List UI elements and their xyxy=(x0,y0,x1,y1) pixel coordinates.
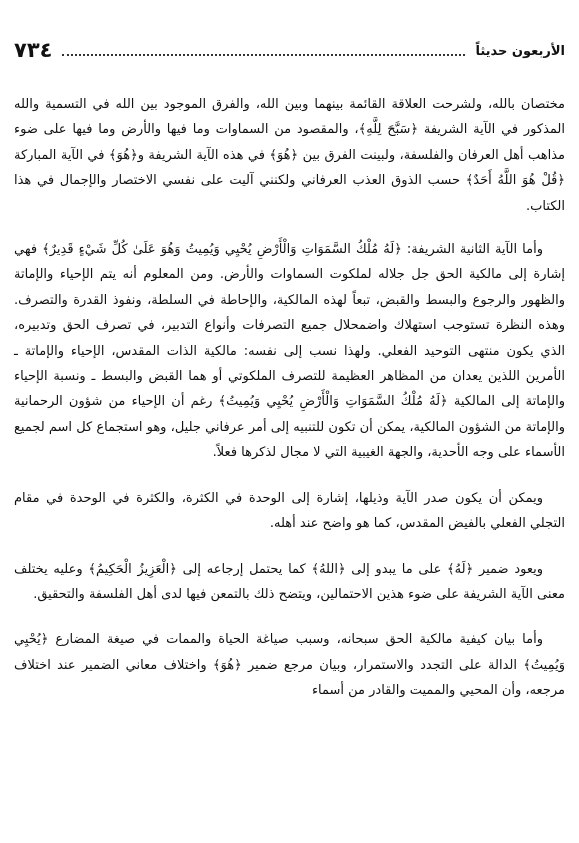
body-text xyxy=(14,92,565,704)
page-number: ٧٣٤ xyxy=(14,38,53,62)
paragraph: وأما الآية الثانية الشريفة: ﴿لَهُ مُلْكُ السَّمَوَاتِ وَالْأَرْضِ يُحْيِي وَيُمِيتُ وَهُوَ عَلَىٰ كُلِّ شَيْءٍ قَدِيرٌ﴾ فهي إشارة إلى مالكية الحق جل جلاله لملكوت السماوات والأرض. ومن المعلوم أنه يتم الإحياء والإماتة والظهور والرجوع والبسط والقبض، تبعاً لهذه المالكية، والإحاطة في السلطة، ونفوذ القدرة والتصرف. وهذه النظرة تستوجب استهلاك واضمحلال جميع التصرفات وأنواع التدبير، في تصرف الحق وتدبيره، الذي يكون منتهى التوحيد الفعلي. ولهذا نسب إلى نفسه: مالكية الذات المقدس، الإحياء والإماتة ـ الأمرين اللذين يعدان من المظاهر العظيمة للتصرف الملكوتي أو هما القبض والبسط ـ ونسبة الإحياء والإماتة إلى المالكية ﴿لَهُ مُلْكُ السَّمَوَاتِ وَالْأَرْضِ يُحْيِي وَيُمِيتُ﴾ رغم أن الإحياء من شؤون الرحمانية والإماتة من الشؤون المالكية، يمكن أن تكون للتنبيه إلى أمر عرفاني جليل، وهو استجماع كل اسم لجميع الأسماء على وجه الأحدية، والجهة الغيبية التي لا مجال لذكرها فعلاً. xyxy=(14,242,565,461)
paragraph: ويمكن أن يكون صدر الآية وذيلها، إشارة إلى الوحدة في الكثرة، والكثرة في الوحدة في مقام التجلي الفعلي بالفيض المقدس، كما هو واضح عند أهله. xyxy=(14,490,565,532)
dotted-leader xyxy=(62,53,465,56)
running-title: الأربعون حديثاً xyxy=(475,44,565,59)
paragraph: وأما بيان كيفية مالكية الحق سبحانه، وسبب صياغة الحياة والممات في صيغة المضارع ﴿يُحْيِي وَيُمِيتُ﴾ الدالة على التجدد والاستمرار، وبيان مرجع ضمير ﴿هُوَ﴾ واختلاف معاني الضمير عند اختلاف مرجعه، وأن المحيي والمميت والقادر من أسماء xyxy=(14,632,565,699)
paragraph: مختصان بالله، ولشرحت العلاقة القائمة بينهما وبين الله، والفرق الموجود بين الله في التسمية والله المذكور في الآية الشريفة ﴿سَبَّحَ لِلَّهِ﴾، والمقصود من السماوات وما فيها والأرض وما فيها على ضوء مذاهب أهل العرفان والفلسفة، ولبينت الفرق بين ﴿هُوَ﴾ في هذه الآية الشريفة و﴿هُوَ﴾ في الآية المباركة ﴿قُلْ هُوَ اللَّهُ أَحَدٌ﴾ حسب الذوق العذب العرفاني ولكنني آليت على نفسي الاختصار والإجمال في هذا الكتاب. xyxy=(14,97,565,214)
paragraph: ويعود ضمير ﴿لَهُ﴾ على ما يبدو إلى ﴿اللهُ﴾ كما يحتمل إرجاعه إلى ﴿الْعَزِيزُ الْحَكِيمُ﴾ وعليه يختلف معنى الآية الشريفة على ضوء هذين الاحتمالين، ويتضح ذلك بالتمعن فيها لدى أهل الفلسفة والتحقيق. xyxy=(14,561,565,602)
page-header xyxy=(14,36,565,62)
